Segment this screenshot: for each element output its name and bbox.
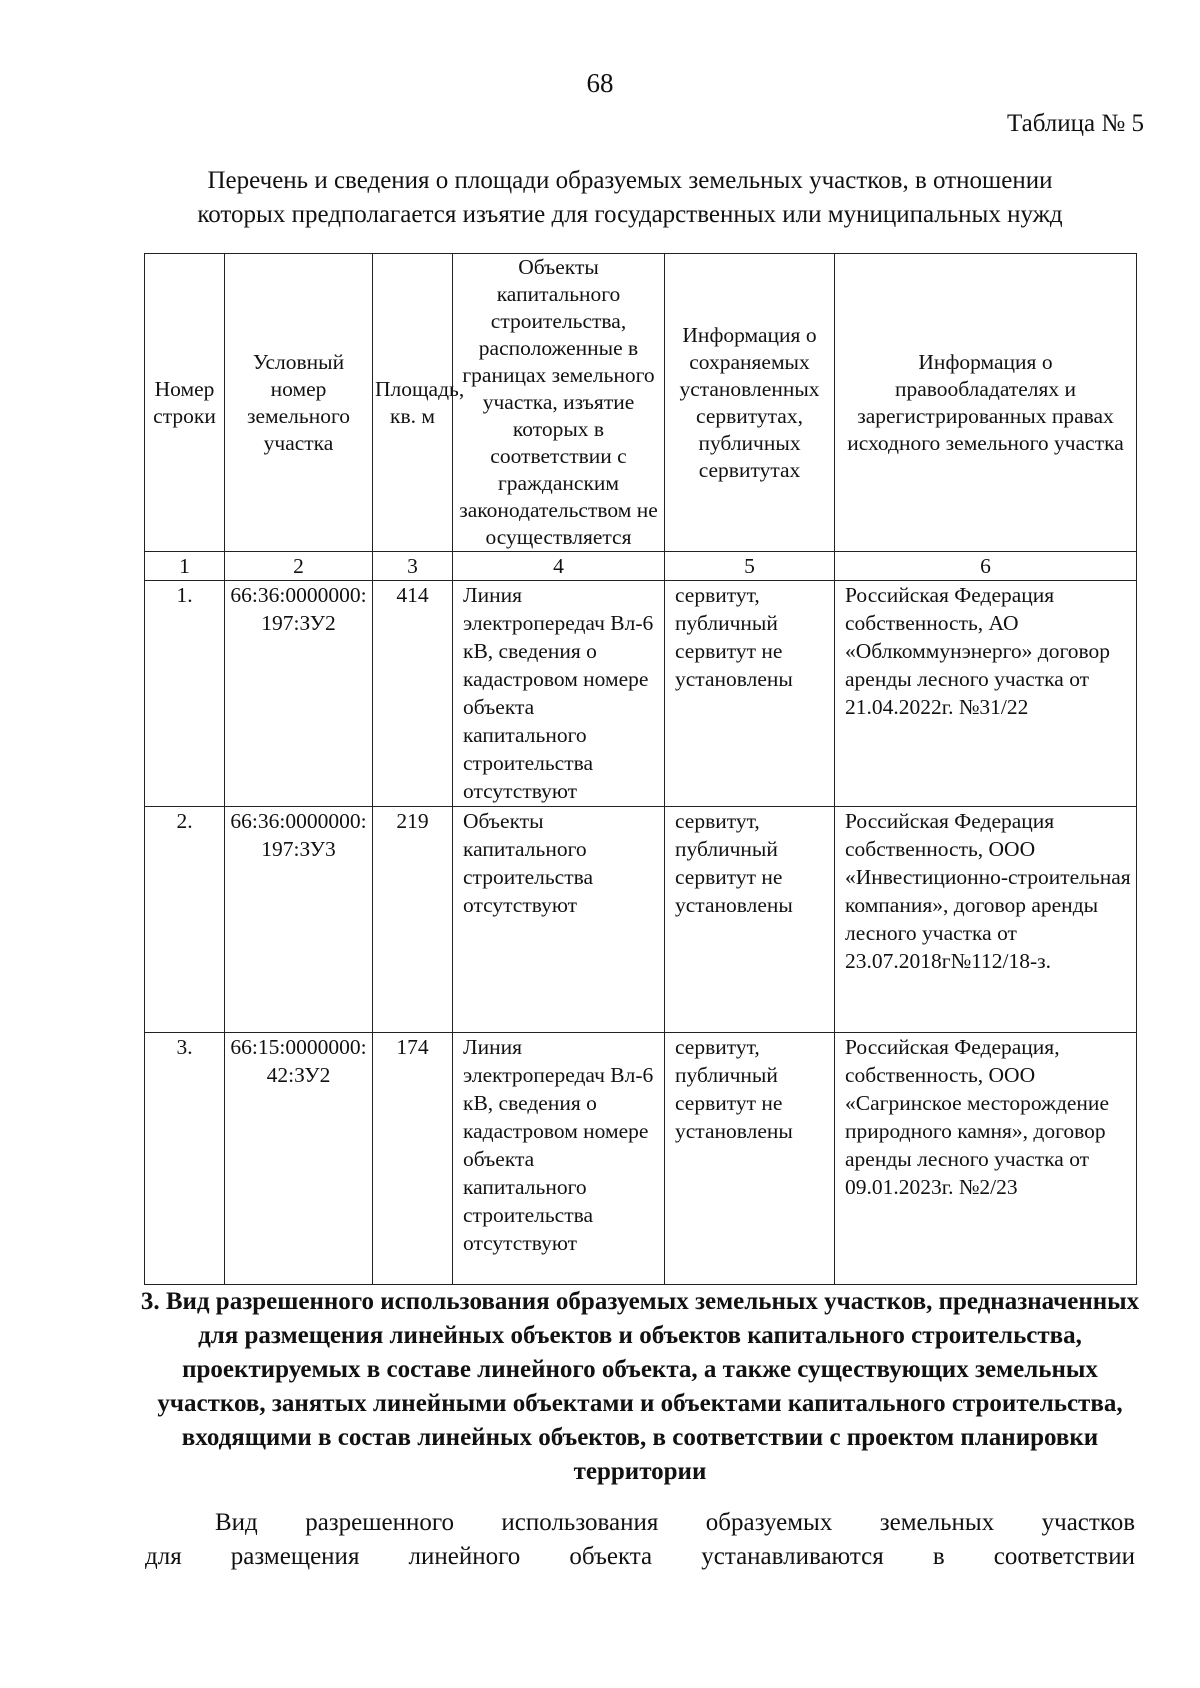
plot-number-part: 197:ЗУ3	[261, 837, 336, 861]
table-caption: Таблица № 5	[1006, 110, 1144, 137]
easements-cell: сервитут, публичный сервитут не установлены	[665, 1033, 835, 1285]
plot-number-cell	[225, 807, 373, 1033]
capital-objects-cell: Объекты капитального строительства отсутствуют	[453, 807, 665, 1033]
easements-cell: сервитут, публичный сервитут не установлены	[665, 807, 835, 1033]
table-row	[145, 581, 1137, 807]
area-cell: 219	[373, 807, 453, 1033]
document-title-line: которых предполагается изъятие для государственных или муниципальных нужд	[197, 201, 1063, 228]
table-header-row	[145, 254, 1137, 552]
header-area: Площадь, кв. м	[373, 254, 453, 552]
table-row	[145, 1033, 1137, 1285]
row-number-cell: 2.	[145, 807, 225, 1033]
plot-number-cell	[225, 1033, 373, 1285]
owners-cell: Российская Федерация собственность, ООО «Инвестиционно-строительная компания», договор аренды лесного участка от 23.07.2018г№112/18-з.	[835, 807, 1137, 1033]
column-number: 5	[665, 552, 835, 581]
document-title-line: Перечень и сведения о площади образуемых земельных участков, в отношении	[207, 167, 1053, 194]
column-number: 1	[145, 552, 225, 581]
row-number-cell: 1.	[145, 581, 225, 807]
body-paragraph	[145, 1506, 1135, 1574]
land-plots-table	[144, 253, 1137, 1285]
column-number: 6	[835, 552, 1137, 581]
column-number: 3	[373, 552, 453, 581]
capital-objects-cell: Линия электропередач Вл-6 кВ, сведения о кадастровом номере объекта капитального строительства отсутствуют	[453, 581, 665, 807]
area-cell: 174	[373, 1033, 453, 1285]
plot-number-cell	[225, 581, 373, 807]
body-text-line: Вид разрешенного использования образуемых земельных участков	[215, 1509, 1135, 1536]
header-row-number: Номер строки	[145, 254, 225, 552]
plot-number-part: 66:15:0000000:	[230, 1035, 367, 1059]
header-easements: Информация о сохраняемых установленных сервитутах, публичных сервитутах	[665, 254, 835, 552]
row-number-cell: 3.	[145, 1033, 225, 1285]
header-capital-objects: Объекты капитального строительства, расположенные в границах земельного участка, изъятие которых в соответствии с гражданским законодательством не осуществляется	[453, 254, 665, 552]
column-number: 4	[453, 552, 665, 581]
capital-objects-cell: Линия электропередач Вл-6 кВ, сведения о кадастровом номере объекта капитального строительства отсутствуют	[453, 1033, 665, 1285]
plot-number-part: 66:36:0000000:	[230, 809, 367, 833]
header-owners: Информация о правообладателях и зарегистрированных правах исходного земельного участка	[835, 254, 1137, 552]
header-plot-number: Условный номер земельного участка	[225, 254, 373, 552]
area-cell: 414	[373, 581, 453, 807]
owners-cell: Российская Федерация собственность, АО «Облкоммунэнерго» договор аренды лесного участка от 21.04.2022г. №31/22	[835, 581, 1137, 807]
table-row	[145, 807, 1137, 1033]
plot-number-part: 197:ЗУ2	[261, 611, 336, 635]
easements-cell: сервитут, публичный сервитут не установлены	[665, 581, 835, 807]
column-number: 2	[225, 552, 373, 581]
page-number: 68	[586, 68, 614, 98]
body-text-line: для размещения линейного объекта устанавливаются в соответствии	[145, 1543, 1135, 1570]
owners-cell: Российская Федерация, собственность, ООО «Сагринское месторождение природного камня», договор аренды лесного участка от 09.01.2023г. №2/23	[835, 1033, 1137, 1285]
document-title	[140, 164, 1120, 232]
plot-number-part: 42:ЗУ2	[266, 1063, 331, 1087]
plot-number-part: 66:36:0000000:	[230, 583, 367, 607]
section-heading: 3. Вид разрешенного использования образуемых земельных участков, предназначенных для размещения линейных объектов и объектов капитального строительства, проектируемых в составе линейного объекта, а также существующих земельных участков, занятых линейными объектами и объектами капитального строительства, входящими в состав линейных объектов, в соответствии с проектом планировки территории	[140, 1288, 1140, 1485]
column-numbers-row	[145, 552, 1137, 581]
